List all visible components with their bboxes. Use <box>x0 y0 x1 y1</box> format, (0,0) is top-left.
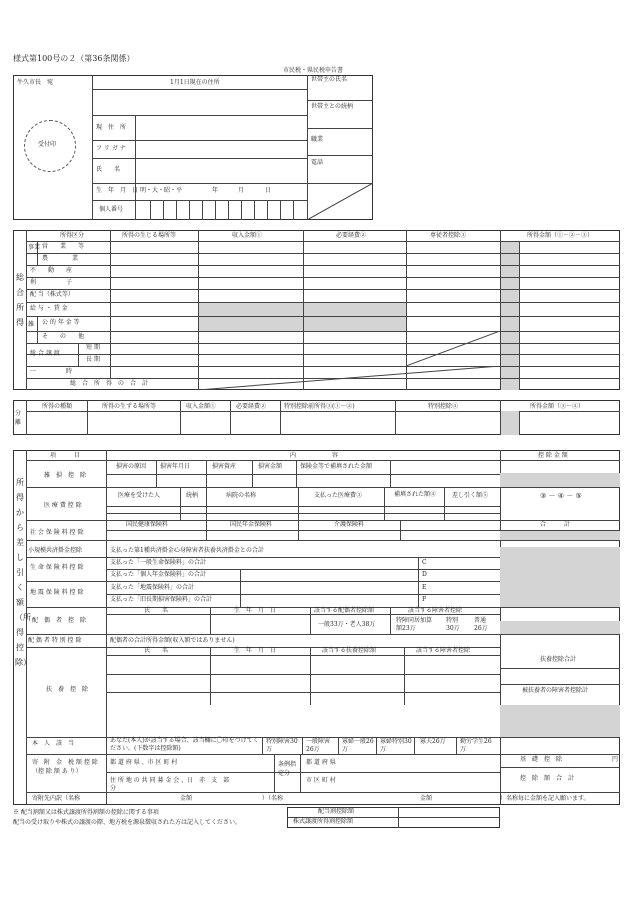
seal-label: 受付印 <box>38 141 57 148</box>
household-head-label: 世帯主の氏名 <box>311 76 348 83</box>
form-subtitle: 市民税・県民税申告書 <box>283 67 344 74</box>
id-number-label: 個人番号 <box>99 206 124 213</box>
transfer-label: 総 合 譲 渡 <box>30 350 60 357</box>
misc-label: 雑 <box>28 321 35 328</box>
era-options: 明・大・昭・平 <box>140 187 183 194</box>
birth-label: 生 年 月 日 <box>96 187 139 194</box>
footer-note-2: 配当の受け取りや株式の譲渡の際、地方税を源泉徴収された方は記入してください。 <box>13 819 242 826</box>
form-title: 様式第100号の２（第36条関係） <box>13 54 135 63</box>
address-label: 1月1日現在の住所 <box>170 79 220 86</box>
addressee: 牛久市長 宛 <box>17 79 54 86</box>
phone-label: 電話 <box>311 159 324 166</box>
deduction-side-label: 所得から差し引く額（所得控除） <box>15 478 31 667</box>
separate-side-label: 分離 <box>15 410 22 426</box>
income-total-label: 総 合 所 得 の 合 計 <box>70 380 149 387</box>
business-label: 事業 <box>28 244 41 251</box>
relation-label: 世帯主との続柄 <box>311 103 354 110</box>
diagonal-strike <box>307 183 373 220</box>
name-label: 氏 名 <box>96 166 121 173</box>
furigana-label: フ リ ガ ナ <box>96 145 126 152</box>
income-side-label: 総合所得 <box>16 273 24 327</box>
occupation-label: 職業 <box>311 136 324 143</box>
footer-note-1: ※ 配当割額又は株式譲渡所得割額の控除に関する事項 <box>13 809 159 816</box>
medical-formula: ③ － ④ － ⑤ <box>540 492 582 500</box>
current-address-label: 現 住 所 <box>96 124 127 131</box>
